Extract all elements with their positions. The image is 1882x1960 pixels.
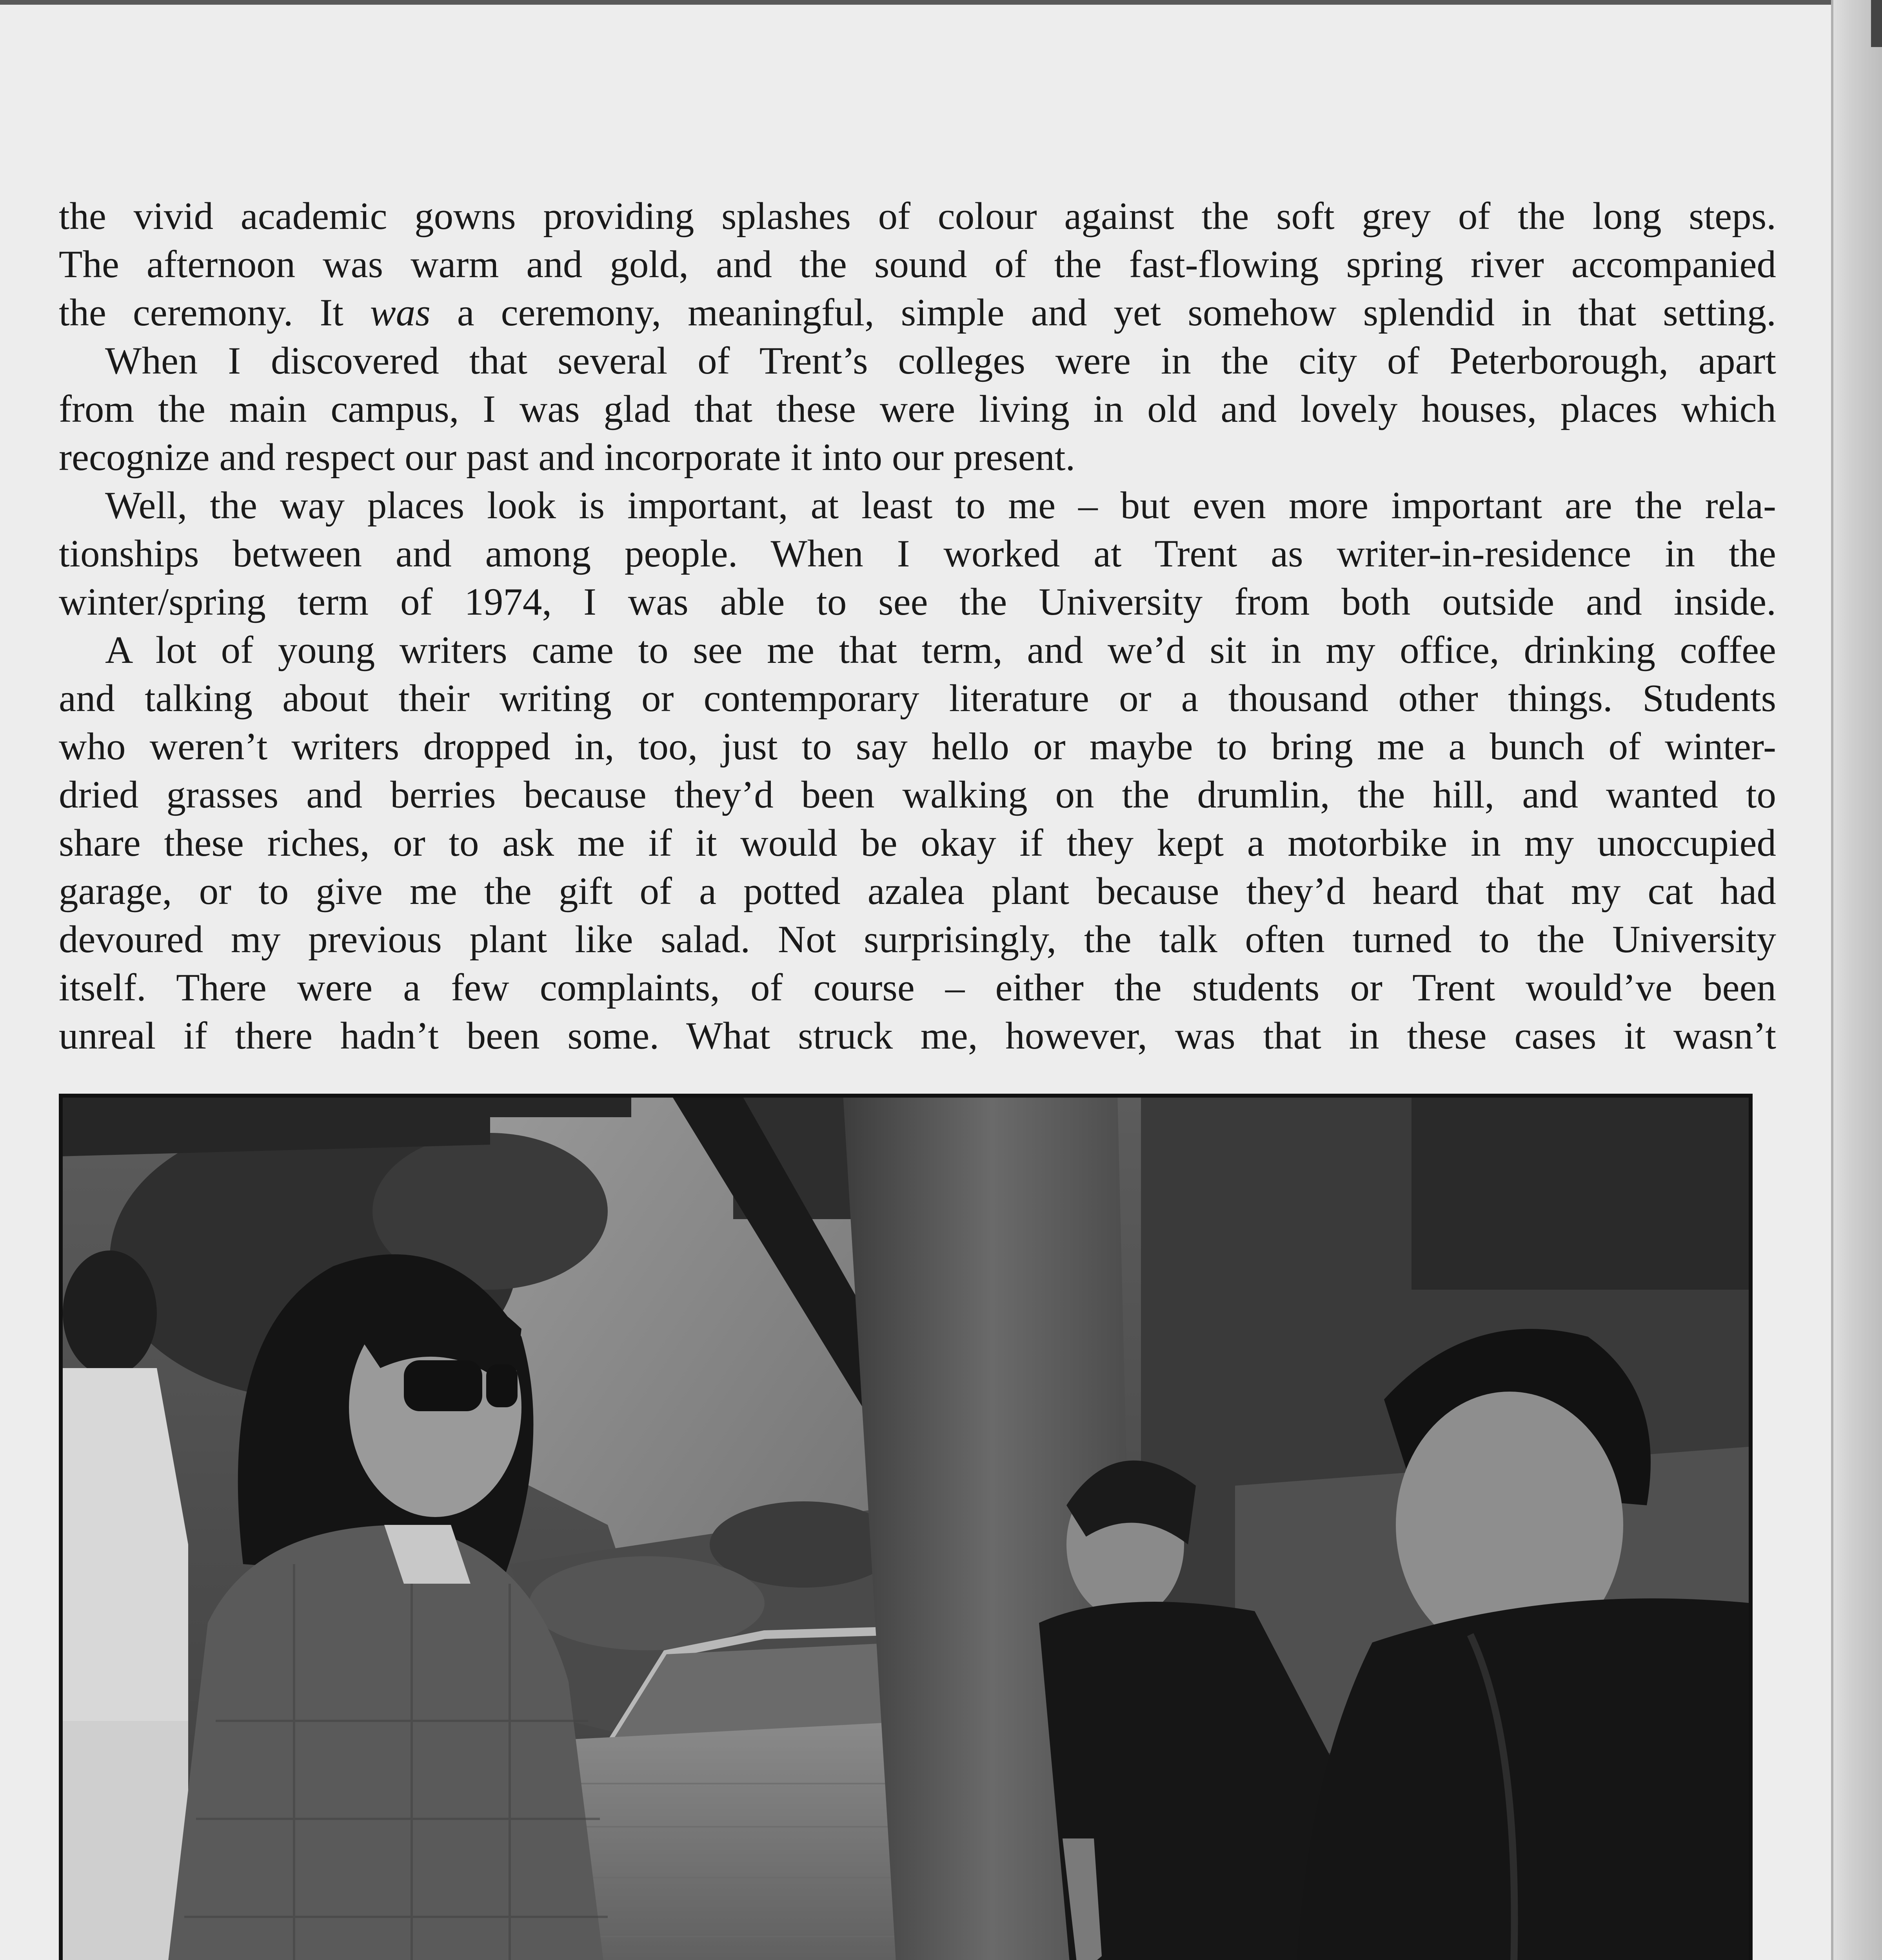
text-line-with-emphasis [59,289,1776,337]
text-line: the vivid academic gowns providing splashes of colour against the soft grey of the long steps. [59,195,1776,238]
text-line: devoured my previous plant like salad. Not surprisingly, the talk often turned to the University [59,918,1776,961]
text-line: from the main campus, I was glad that these were living in old and lovely houses, places which [59,388,1776,430]
text-line: When I discovered that several of Trent’s colleges were in the city of Peterborough, apart [105,339,1776,382]
text-line: Well, the way places look is important, at least to me – but even more important are the rela- [105,484,1776,527]
text-line: and talking about their writing or contemporary literature or a thousand other things. Students [59,677,1776,720]
line-segment: a ceremony, meaningful, simple and yet somehow splendid in that setting. [430,291,1776,334]
text-line: itself. There were a few complaints, of course – either the students or Trent would’ve been [59,966,1776,1009]
emphasized-word: was [370,291,431,334]
text-line: garage, or to give me the gift of a potted azalea plant because they’d heard that my cat had [59,870,1776,913]
photo-illustration [59,1094,1753,1960]
text-line: A lot of young writers came to see me that term, and we’d sit in my office, drinking coffee [105,629,1776,671]
text-line: dried grasses and berries because they’d been walking on the drumlin, the hill, and wanted to [59,773,1776,816]
page-top-edge [0,0,1882,5]
campus-photograph [59,1094,1753,1960]
text-line: tionships between and among people. When I worked at Trent as writer-in-residence in the [59,532,1776,575]
body-text [59,192,1776,1060]
text-line: recognize and respect our past and incorporate it into our present. [59,436,1075,479]
line-segment: the ceremony. It [59,291,370,334]
page-gutter [1831,0,1882,1960]
text-line: winter/spring term of 1974, I was able to see the University from both outside and inside. [59,581,1776,623]
text-line: who weren’t writers dropped in, too, just to say hello or maybe to bring me a bunch of winter- [59,725,1776,768]
text-line: share these riches, or to ask me if it would be okay if they kept a motorbike in my unoccupied [59,822,1776,864]
gutter-shadow [1871,0,1882,47]
text-line: The afternoon was warm and gold, and the sound of the fast-flowing spring river accompanied [59,243,1776,286]
text-line: unreal if there hadn’t been some. What struck me, however, was that in these cases it wasn’t [59,1014,1776,1057]
